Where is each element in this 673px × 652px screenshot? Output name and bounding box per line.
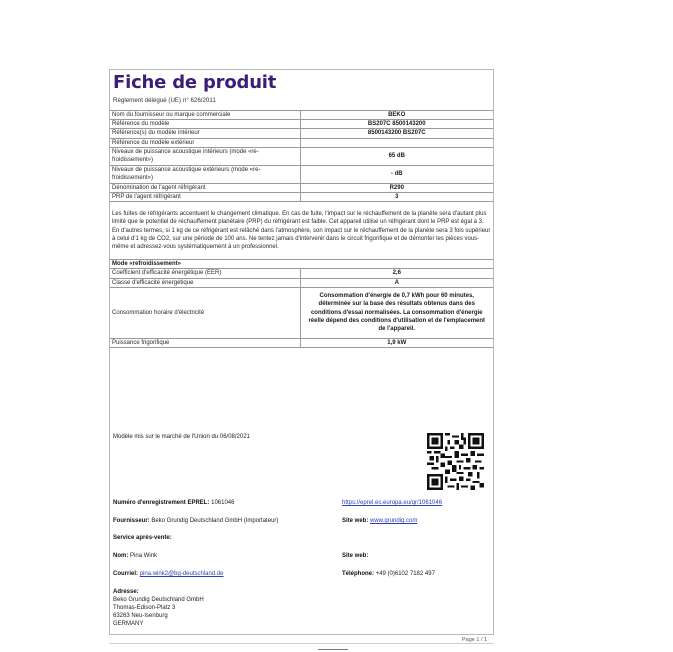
- row-value: - dB: [300, 165, 493, 183]
- table-row: [110, 120, 493, 129]
- product-sheet: [109, 69, 494, 635]
- table-row: [110, 129, 493, 138]
- row-label: Classe d'efficacité énergétique: [110, 278, 300, 287]
- row-label: Référence du modèle extérieur: [110, 138, 300, 147]
- refrigerant-warning-row: [110, 202, 493, 260]
- service-website-line: [342, 552, 368, 560]
- page-divider: [109, 643, 494, 644]
- supplier-name: Beko Grundig Deutschland GmbH (Importateur): [151, 518, 279, 524]
- website-label: Site web:: [342, 518, 369, 524]
- name-label: Nom:: [113, 553, 129, 559]
- website-link[interactable]: www.grundig.com: [370, 518, 418, 524]
- address-line: 63263 Neu-Isenburg: [113, 613, 168, 619]
- row-value: 3: [300, 193, 493, 202]
- email-line: [113, 570, 224, 578]
- table-row: [110, 278, 493, 287]
- table-row: [110, 147, 493, 165]
- section-header-row: [110, 260, 493, 269]
- cooling-mode-heading: Mode «refroidissement»: [110, 260, 493, 269]
- row-value: [300, 138, 493, 147]
- address-line: GERMANY: [113, 621, 144, 627]
- table-row: [110, 111, 493, 120]
- service-heading: Service après-vente:: [113, 535, 172, 541]
- row-label: Consommation horaire d'électricité: [110, 287, 300, 338]
- row-label: Puissance frigorifique: [110, 338, 300, 347]
- address-block: [113, 588, 204, 628]
- website-line: [342, 517, 417, 525]
- phone-line: [342, 570, 435, 578]
- footer-section: [110, 428, 493, 634]
- contact-name: Pina Wink: [130, 553, 158, 559]
- row-value: Consommation d'énergie de 0,7 kWh pour 60 minutes, déterminée sur la base des résultats obtenus dans des conditions d'essai normalisées. La consommation d'énergie réelle dépend des conditions d'utilisation et de l'emplacement de l'appareil.: [300, 287, 493, 338]
- email-link[interactable]: pina.wink2@bg-deutschland.de: [139, 571, 224, 577]
- row-label: Niveaux de puissance acoustique intérieurs (mode «re-froidissement»): [110, 147, 300, 165]
- supplier-line: [113, 517, 278, 525]
- eprel-link[interactable]: https://eprel.ec.europa.eu/qr/1061046: [342, 500, 443, 506]
- specification-table: [110, 110, 493, 348]
- supplier-label: Fournisseur:: [113, 518, 150, 524]
- row-label: Référence du modèle: [110, 120, 300, 129]
- row-value: BS207C 8500143200: [300, 120, 493, 129]
- address-line: Thomas-Edison-Platz 3: [113, 605, 176, 611]
- row-label: Niveaux de puissance acoustique extérieurs (mode «re-froidissement»): [110, 165, 300, 183]
- row-label: Nom du fournisseur ou marque commerciale: [110, 111, 300, 120]
- phone-number: +49 (0)6102 7182 497: [375, 571, 435, 577]
- row-value: BEKO: [300, 111, 493, 120]
- row-value: A: [300, 278, 493, 287]
- table-row: [110, 269, 493, 278]
- table-row: [110, 338, 493, 347]
- row-label: Dénomination de l'agent réfrigérant: [110, 183, 300, 192]
- row-value: 1,9 kW: [300, 338, 493, 347]
- qr-code-icon[interactable]: [427, 433, 484, 490]
- eprel-registration: [113, 499, 234, 507]
- row-value: 8500143200 BS207C: [300, 129, 493, 138]
- contact-name-line: [113, 552, 157, 560]
- service-website-label: Site web:: [342, 553, 369, 559]
- row-label: Coefficient d'efficacité énergétique (EER): [110, 269, 300, 278]
- page-title: Fiche de produit: [113, 72, 277, 93]
- refrigerant-warning-text: Les fuites de réfrigérants accentuent le changement climatique. En cas de fuite, l'impact sur le réchauffement de la planète sera d'autant plus limité que le potentiel de réchauffement planétaire (PRP) du réfrigérant est faible. Cet appareil utilise un réfrigérant dont le PRP est égal à 3. En d'autres termes, si 1 kg de ce réfrigérant est relâché dans l'atmosphère, son impact sur le réchauffement de la planète sera 3 fois supérieur à celui d'1 kg de CO2, sur une période de 100 ans. Ne tentez jamais d'intervenir dans le circuit frigorifique et de démonter les pièces vous-même et adressez-vous systématiquement à un professionnel.: [110, 202, 493, 260]
- row-value: R290: [300, 183, 493, 192]
- row-value: 2,6: [300, 269, 493, 278]
- phone-label: Téléphone:: [342, 571, 375, 577]
- table-row: [110, 193, 493, 202]
- table-row: [110, 138, 493, 147]
- regulation-reference: Règlement délégué (UE) n° 626/2011: [113, 97, 216, 104]
- email-label: Courriel:: [113, 571, 139, 577]
- address-line: Beko Grundig Deutschland GmbH: [113, 597, 204, 603]
- row-label: PRP de l'agent réfrigérant: [110, 193, 300, 202]
- table-row: [110, 183, 493, 192]
- row-value: 65 dB: [300, 147, 493, 165]
- table-row: [110, 165, 493, 183]
- market-date: Modèle mis sur le marché de l'Union du 06/08/2021: [113, 434, 250, 440]
- row-label: Référence(s) du modèle intérieur: [110, 129, 300, 138]
- page-number: Page 1 / 1: [462, 637, 488, 643]
- eprel-label: Numéro d'enregistrement EPREL:: [113, 500, 210, 506]
- table-row: [110, 287, 493, 338]
- eprel-number: 1061046: [211, 500, 235, 506]
- address-label: Adresse:: [113, 589, 139, 595]
